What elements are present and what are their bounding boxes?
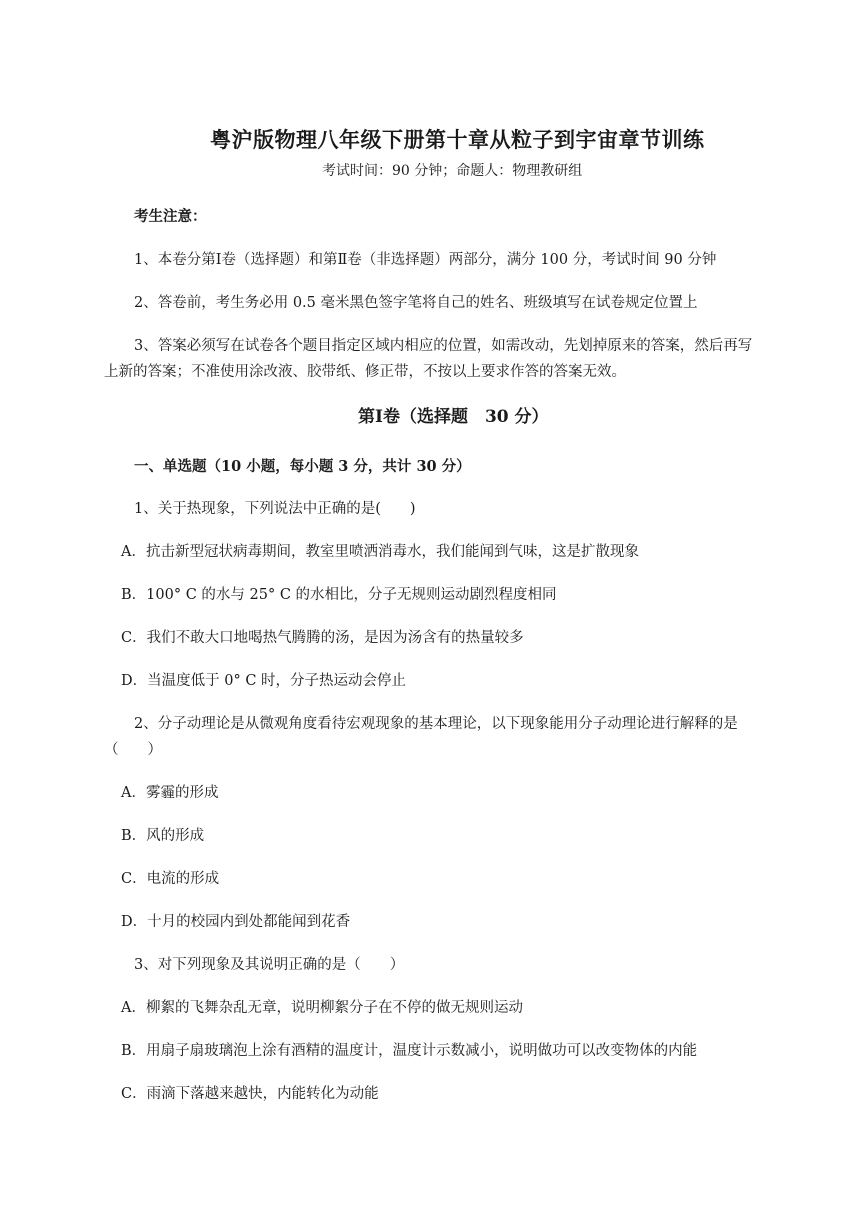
option-d: D．当温度低于 0° C 时，分子热运动会停止: [121, 673, 407, 689]
option-b: B．用扇子扇玻璃泡上涂有酒精的温度计，温度计示数减小，说明做功可以改变物体的内能: [121, 1043, 698, 1059]
notice-item: 3、答案必须写在试卷各个题目指定区域内相应的位置，如需改动，先划掉原来的答案，然后再写: [134, 338, 753, 354]
notice-item-continued: 上新的答案；不准使用涂改液、胶带纸、修正带，不按以上要求作答的答案无效。: [104, 364, 626, 380]
section-title: 第Ⅰ卷（选择题 30 分）: [358, 407, 549, 427]
option-d: D．十月的校园内到处都能闻到花香: [121, 914, 351, 930]
option-c: C．电流的形成: [121, 871, 220, 887]
question-stem: 2、分子动理论是从微观角度看待宏观现象的基本理论，以下现象能用分子动理论进行解释的是: [134, 716, 738, 732]
option-b: B．100° C 的水与 25° C 的水相比，分子无规则运动剧烈程度相同: [121, 587, 557, 603]
notice-item: 1、本卷分第Ⅰ卷（选择题）和第Ⅱ卷（非选择题）两部分，满分 100 分，考试时间 90 分钟: [134, 252, 717, 268]
question-stem: 3、对下列现象及其说明正确的是（ ）: [134, 957, 405, 973]
option-a: A．雾霾的形成: [121, 785, 219, 801]
notice-heading: 考生注意：: [134, 208, 207, 225]
question-stem: 1、关于热现象，下列说法中正确的是( ): [134, 501, 416, 517]
option-c: C．雨滴下落越来越快，内能转化为动能: [121, 1086, 379, 1102]
notice-item: 2、答卷前，考生务必用 0.5 毫米黑色签字笔将自己的姓名、班级填写在试卷规定位置上: [134, 295, 698, 311]
option-a: A．柳絮的飞舞杂乱无章，说明柳絮分子在不停的做无规则运动: [121, 1000, 523, 1016]
option-c: C．我们不敢大口地喝热气腾腾的汤，是因为汤含有的热量较多: [121, 630, 524, 646]
page-title: 粤沪版物理八年级下册第十章从粒子到宇宙章节训练: [210, 127, 705, 152]
question-stem-continued: （ ）: [104, 742, 162, 758]
part-heading: 一、单选题（10 小题，每小题 3 分，共计 30 分）: [134, 458, 471, 475]
option-a: A．抗击新型冠状病毒期间，教室里喷洒消毒水，我们能闻到气味，这是扩散现象: [121, 544, 639, 560]
option-b: B．风的形成: [121, 828, 205, 844]
exam-info: 考试时间：90 分钟；命题人：物理教研组: [322, 163, 583, 179]
